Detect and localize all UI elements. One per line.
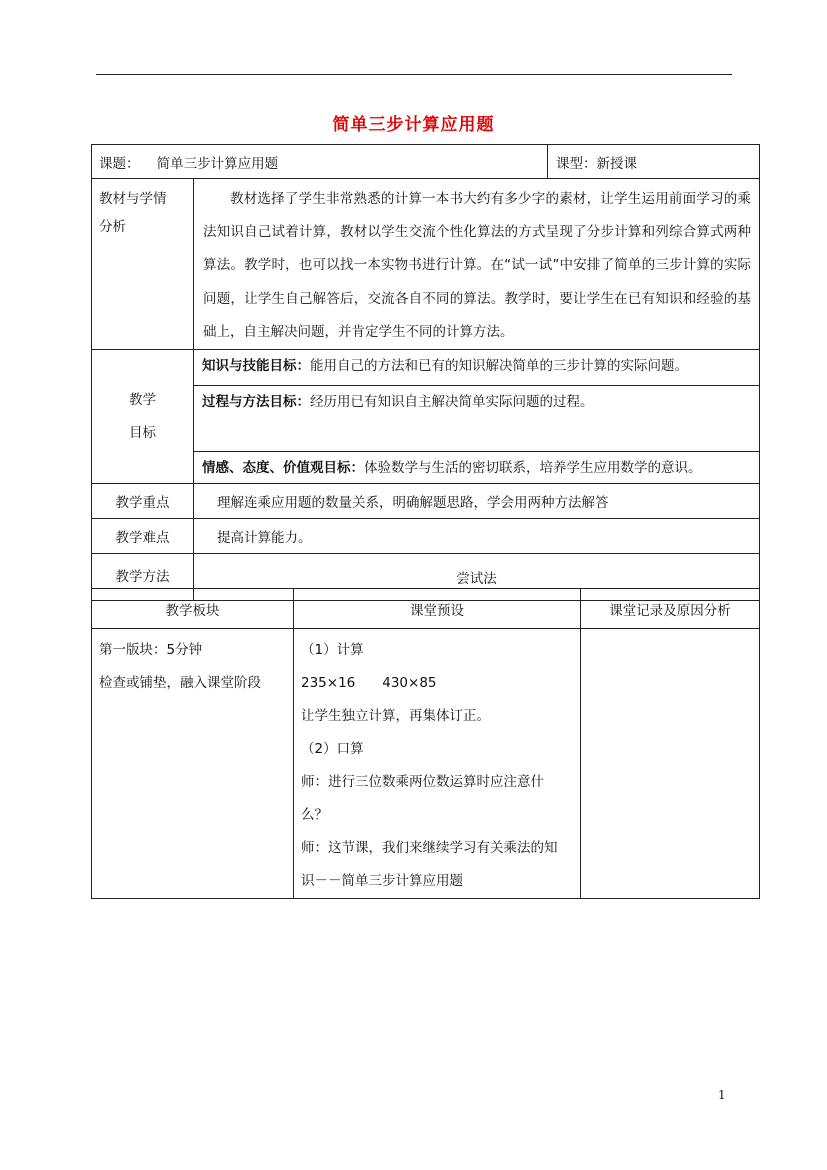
process-header-row: [92, 589, 760, 629]
goal-emotion-text: 体验数学与生活的密切联系，培养学生应用数学的意识。: [364, 460, 702, 477]
preset-line: 让学生独立计算，再集体订正。: [301, 708, 490, 724]
block-line: 第一版块：5分钟: [99, 642, 203, 658]
topic-label: 课题：: [99, 155, 140, 172]
lesson-type: 课型：新授课: [548, 145, 760, 179]
topic-row: [92, 145, 760, 179]
preset-line: （2）口算: [301, 741, 364, 757]
difficulty-value: 提高计算能力。: [194, 519, 760, 554]
preset-cell: [294, 629, 581, 899]
goal-emotion: [194, 452, 760, 484]
preset-line: 师：这节课，我们来继续学习有关乘法的知: [301, 840, 558, 856]
preset-line: （1）计算: [301, 642, 364, 658]
preset-line: 235×16 430×85: [301, 675, 437, 691]
analysis-text: 教材选择了学生非常熟悉的计算一本书大约有多少字的素材，让学生运用前面学习的乘法知识自己试着计算，教材以学生交流个性化算法的方式呈现了分步计算和列综合算式两种算法。教学时，也可以找一本实物书进行计算。在“试一试”中安排了简单的三步计算的实际问题，让学生自己解答后，交流各自不同的算法。教学时，要让学生在已有知识和经验的基础上，自主解决问题，并肯定学生不同的计算方法。: [194, 179, 760, 350]
topic-cell: [92, 145, 548, 179]
analysis-label-line1: 教材与学情: [99, 191, 167, 207]
block-cell: [92, 629, 294, 899]
key-point-label: 教学重点: [92, 484, 194, 519]
header-rule: [96, 74, 732, 75]
lesson-info-table: [91, 144, 760, 601]
difficulty-row: [92, 519, 760, 554]
goal-process-text: 经历用已有知识自主解决简单实际问题的过程。: [310, 394, 594, 411]
header-record: 课堂记录及原因分析: [581, 589, 760, 629]
block-line: 检查或铺垫，融入课堂阶段: [99, 675, 261, 691]
goals-label: [92, 350, 194, 484]
analysis-row: [92, 179, 760, 350]
goals-label-line1: 教学: [129, 391, 156, 408]
page-number: 1: [718, 1088, 726, 1102]
process-body-row: [92, 629, 760, 899]
record-cell: [581, 629, 760, 899]
preset-line: 师：进行三位数乘两位数运算时应注意什: [301, 774, 544, 790]
goal-row-knowledge: [92, 350, 760, 386]
goal-knowledge: [194, 350, 760, 386]
process-table: [91, 588, 760, 899]
goal-knowledge-heading: 知识与技能目标：: [202, 358, 310, 375]
goal-process: [194, 386, 760, 452]
preset-line: 么？: [301, 807, 328, 823]
document-title: 简单三步计算应用题: [332, 115, 495, 135]
goal-process-heading: 过程与方法目标：: [202, 394, 310, 411]
analysis-label-line2: 分析: [99, 219, 126, 235]
goal-emotion-heading: 情感、态度、价值观目标：: [202, 460, 364, 477]
key-point-value: 理解连乘应用题的数量关系，明确解题思路，学会用两种方法解答: [194, 484, 760, 519]
header-block: 教学板块: [92, 589, 294, 629]
preset-line: 识－－简单三步计算应用题: [301, 873, 463, 889]
method-value: 尝试法: [194, 554, 760, 601]
goals-label-line2: 目标: [129, 424, 156, 441]
goal-knowledge-text: 能用自己的方法和已有的知识解决简单的三步计算的实际问题。: [310, 358, 688, 375]
header-preset: 课堂预设: [294, 589, 581, 629]
method-label: 教学方法: [92, 554, 194, 601]
analysis-label: [92, 179, 194, 350]
difficulty-label: 教学难点: [92, 519, 194, 554]
key-point-row: [92, 484, 760, 519]
topic-value: 简单三步计算应用题: [156, 155, 279, 172]
